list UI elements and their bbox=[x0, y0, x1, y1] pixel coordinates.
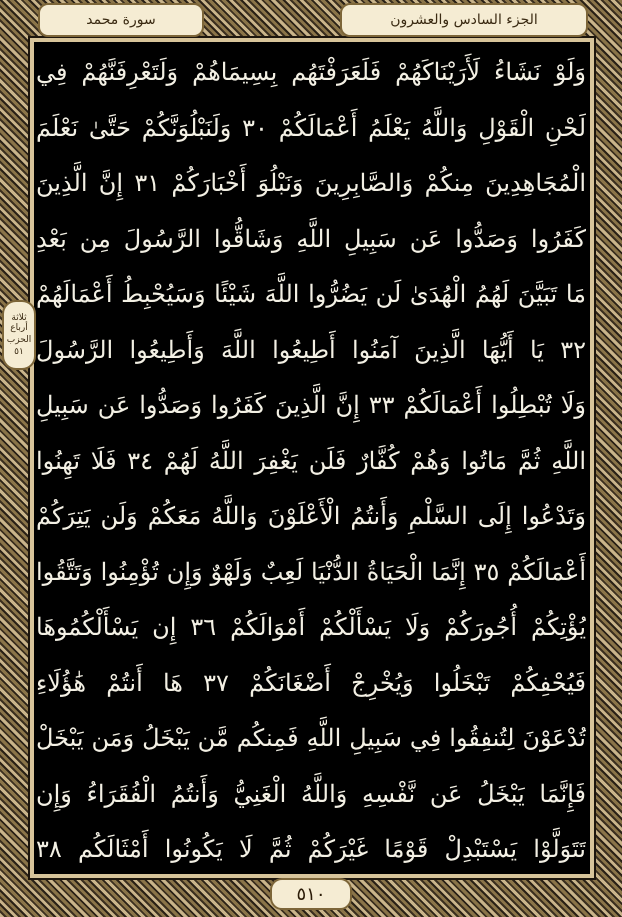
text-line: فَإِنَّمَا يَبْخَلُ عَن نَّفْسِهِ وَاللَّهُ الْغَنِيُّ وَأَنتُمُ الْفُقَرَاءُ وَإِن bbox=[36, 779, 586, 808]
surah-title-box bbox=[38, 3, 204, 37]
hizb-line-3: ٥١ bbox=[14, 347, 24, 357]
page-number bbox=[270, 878, 352, 910]
hizb-marker bbox=[2, 300, 36, 370]
text-line: وَلَوْ نَشَاءُ لَأَرَيْنَاكَهُمْ فَلَعَرَفْتَهُم بِسِيمَاهُمْ وَلَتَعْرِفَنَّهُمْ فِي bbox=[36, 58, 586, 86]
quran-text bbox=[36, 45, 586, 871]
text-line: تُدْعَوْنَ لِتُنفِقُوا فِي سَبِيلِ اللَّهِ فَمِنكُم مَّن يَبْخَلُ وَمَن يَبْخَلْ bbox=[36, 724, 586, 752]
hizb-line-1: ثلاثة أرباع bbox=[10, 313, 28, 333]
text-line: كَفَرُوا وَصَدُّوا عَن سَبِيلِ اللَّهِ وَشَاقُّوا الرَّسُولَ مِن بَعْدِ bbox=[36, 224, 586, 253]
juz-title: الجزء السادس والعشرون bbox=[390, 12, 538, 28]
text-line: فَيُحْفِكُمْ تَبْخَلُوا وَيُخْرِجْ أَضْغَانَكُمْ ٣٧ هَا أَنتُمْ هَٰؤُلَاءِ bbox=[36, 668, 586, 697]
juz-title-box bbox=[340, 3, 588, 37]
text-line: وَلَا تُبْطِلُوا أَعْمَالَكُمْ ٣٣ إِنَّ الَّذِينَ كَفَرُوا وَصَدُّوا عَن سَبِيلِ bbox=[36, 391, 586, 419]
text-line: أَعْمَالَكُمْ ٣٥ إِنَّمَا الْحَيَاةُ الدُّنْيَا لَعِبٌ وَلَهْوٌ وَإِن تُؤْمِنُوا وَتَتَّقُوا bbox=[36, 557, 586, 586]
text-line: لَحْنِ الْقَوْلِ وَاللَّهُ يَعْلَمُ أَعْمَالَكُمْ ٣٠ وَلَنَبْلُوَنَّكُمْ حَتَّىٰ نَعْلَمَ bbox=[36, 113, 586, 142]
page-number-label: ٥١٠ bbox=[296, 883, 326, 905]
text-line: الْمُجَاهِدِينَ مِنكُمْ وَالصَّابِرِينَ وَنَبْلُوَ أَخْبَارَكُمْ ٣١ إِنَّ الَّذِينَ bbox=[36, 169, 586, 197]
surah-title: سورة محمد bbox=[86, 12, 156, 28]
hizb-line-2: الحزب bbox=[6, 335, 32, 345]
text-line: وَتَدْعُوا إِلَى السَّلْمِ وَأَنتُمُ الْأَعْلَوْنَ وَاللَّهُ مَعَكُمْ وَلَن يَتِرَكُمْ bbox=[36, 502, 586, 530]
text-line: ٣٢ يَا أَيُّهَا الَّذِينَ آمَنُوا أَطِيعُوا اللَّهَ وَأَطِيعُوا الرَّسُولَ bbox=[36, 335, 586, 364]
text-line: تَتَوَلَّوْا يَسْتَبْدِلْ قَوْمًا غَيْرَكُمْ ثُمَّ لَا يَكُونُوا أَمْثَالَكُم ٣٨ bbox=[36, 835, 586, 863]
text-line: مَا تَبَيَّنَ لَهُمُ الْهُدَىٰ لَن يَضُرُّوا اللَّهَ شَيْئًا وَسَيُحْبِطُ أَعْمَالَهُمْ bbox=[36, 280, 586, 308]
text-line: اللَّهِ ثُمَّ مَاتُوا وَهُمْ كُفَّارٌ فَلَن يَغْفِرَ اللَّهُ لَهُمْ ٣٤ فَلَا تَهِنُوا bbox=[36, 446, 586, 475]
text-line: يُؤْتِكُمْ أُجُورَكُمْ وَلَا يَسْأَلْكُمْ أَمْوَالَكُمْ ٣٦ إِن يَسْأَلْكُمُوهَا bbox=[36, 613, 586, 641]
